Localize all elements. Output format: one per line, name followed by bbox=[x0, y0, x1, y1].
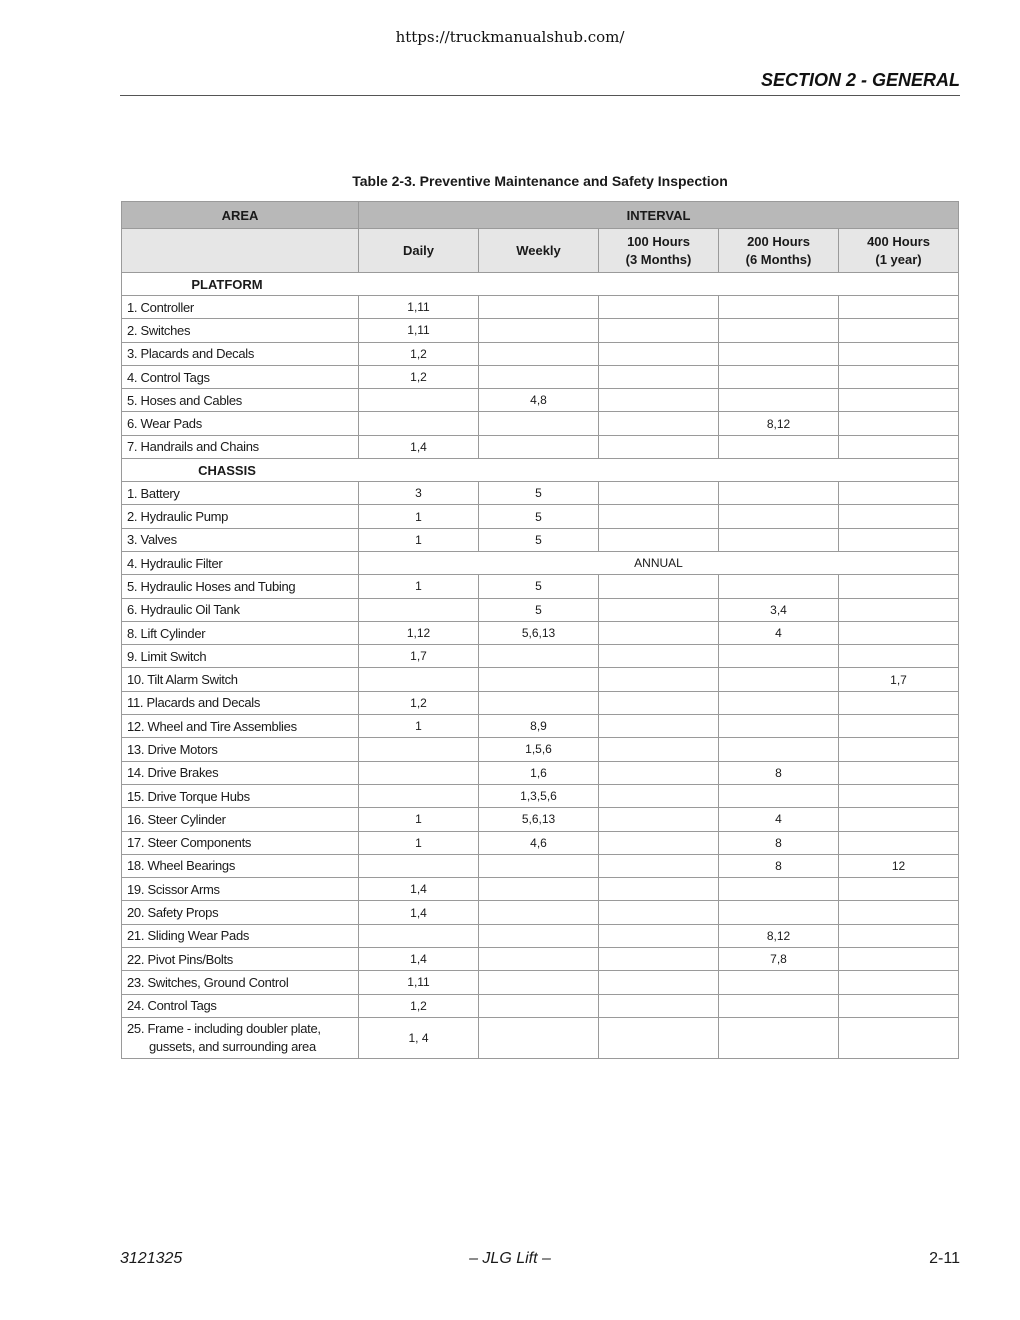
platform-section-row bbox=[122, 273, 959, 296]
h100-interval-cell bbox=[599, 435, 719, 458]
footer-brand: – JLG Lift – bbox=[469, 1250, 551, 1267]
area-cell: 23. Switches, Ground Control bbox=[122, 971, 359, 994]
weekly-interval-cell: 4,8 bbox=[479, 389, 599, 412]
h100-interval-cell bbox=[599, 784, 719, 807]
h100-interval-cell bbox=[599, 878, 719, 901]
weekly-interval-cell: 5 bbox=[479, 482, 599, 505]
daily-header: Daily bbox=[359, 229, 479, 273]
header-row-intervals bbox=[122, 229, 959, 273]
table-row bbox=[122, 971, 959, 994]
h200-interval-cell bbox=[719, 971, 839, 994]
daily-interval-cell: 1,11 bbox=[359, 319, 479, 342]
section-title: SECTION 2 - GENERAL bbox=[760, 70, 960, 90]
daily-interval-cell: 1,11 bbox=[359, 971, 479, 994]
h400-interval-cell bbox=[839, 319, 959, 342]
table-row bbox=[122, 878, 959, 901]
area-cell: 5. Hydraulic Hoses and Tubing bbox=[122, 575, 359, 598]
area-cell: 16. Steer Cylinder bbox=[122, 808, 359, 831]
table-row bbox=[122, 761, 959, 784]
area-cell: 22. Pivot Pins/Bolts bbox=[122, 948, 359, 971]
weekly-interval-cell bbox=[479, 412, 599, 435]
table-row bbox=[122, 551, 959, 574]
h200-interval-cell: 4 bbox=[719, 621, 839, 644]
area-cell: 4. Hydraulic Filter bbox=[122, 551, 359, 574]
h200-interval-cell: 8 bbox=[719, 854, 839, 877]
h200-interval-cell bbox=[719, 784, 839, 807]
h200-interval-cell bbox=[719, 342, 839, 365]
h400-interval-cell bbox=[839, 598, 959, 621]
table-row bbox=[122, 784, 959, 807]
h100-interval-cell bbox=[599, 365, 719, 388]
weekly-interval-cell bbox=[479, 296, 599, 319]
table-row bbox=[122, 901, 959, 924]
table-row bbox=[122, 528, 959, 551]
weekly-header: Weekly bbox=[479, 229, 599, 273]
table-row bbox=[122, 715, 959, 738]
table-row bbox=[122, 738, 959, 761]
chassis-section-row bbox=[122, 459, 959, 482]
document-number: 3121325 bbox=[120, 1250, 183, 1267]
daily-interval-cell: 1,2 bbox=[359, 994, 479, 1017]
area-label: 25. Frame - including doubler plate, bbox=[127, 1020, 321, 1036]
daily-interval-cell: 1 bbox=[359, 715, 479, 738]
table-row bbox=[122, 808, 959, 831]
table-row bbox=[122, 948, 959, 971]
weekly-interval-cell bbox=[479, 948, 599, 971]
area-cell: 15. Drive Torque Hubs bbox=[122, 784, 359, 807]
daily-interval-cell: 1 bbox=[359, 528, 479, 551]
maintenance-table bbox=[121, 201, 959, 1059]
h400-interval-cell bbox=[839, 948, 959, 971]
h400-interval-cell bbox=[839, 482, 959, 505]
h100-interval-cell bbox=[599, 948, 719, 971]
table-row bbox=[122, 621, 959, 644]
weekly-interval-cell bbox=[479, 645, 599, 668]
platform-section-cell bbox=[122, 273, 959, 296]
weekly-interval-cell bbox=[479, 435, 599, 458]
h100-interval-cell bbox=[599, 645, 719, 668]
weekly-interval-cell: 5 bbox=[479, 575, 599, 598]
area-cell: 2. Hydraulic Pump bbox=[122, 505, 359, 528]
6-months-label: (6 Months) bbox=[745, 251, 812, 267]
daily-interval-cell bbox=[359, 854, 479, 877]
h400-interval-cell bbox=[839, 738, 959, 761]
weekly-interval-cell bbox=[479, 971, 599, 994]
h200-interval-cell bbox=[719, 715, 839, 738]
weekly-interval-cell bbox=[479, 924, 599, 947]
area-cell: 11. Placards and Decals bbox=[122, 691, 359, 714]
interval-header: INTERVAL bbox=[359, 202, 959, 229]
table-row bbox=[122, 482, 959, 505]
h100-interval-cell bbox=[599, 319, 719, 342]
h100-interval-cell bbox=[599, 668, 719, 691]
daily-interval-cell bbox=[359, 668, 479, 691]
h200-interval-cell: 8 bbox=[719, 831, 839, 854]
area-cell: 20. Safety Props bbox=[122, 901, 359, 924]
weekly-interval-cell bbox=[479, 319, 599, 342]
h100-interval-cell bbox=[599, 296, 719, 319]
weekly-interval-cell: 5 bbox=[479, 598, 599, 621]
h200-interval-cell bbox=[719, 1017, 839, 1058]
table-row bbox=[122, 598, 959, 621]
h200-interval-cell bbox=[719, 505, 839, 528]
h200-interval-cell bbox=[719, 365, 839, 388]
weekly-interval-cell: 8,9 bbox=[479, 715, 599, 738]
h200-interval-cell bbox=[719, 482, 839, 505]
daily-interval-cell: 1 bbox=[359, 831, 479, 854]
area-cell: 19. Scissor Arms bbox=[122, 878, 359, 901]
daily-interval-cell bbox=[359, 924, 479, 947]
h400-interval-cell bbox=[839, 691, 959, 714]
daily-interval-cell: 1 bbox=[359, 808, 479, 831]
daily-interval-cell: 3 bbox=[359, 482, 479, 505]
h400-interval-cell bbox=[839, 924, 959, 947]
weekly-interval-cell bbox=[479, 668, 599, 691]
weekly-interval-cell: 5 bbox=[479, 528, 599, 551]
h200-interval-cell bbox=[719, 901, 839, 924]
daily-interval-cell: 1,12 bbox=[359, 621, 479, 644]
weekly-interval-cell bbox=[479, 854, 599, 877]
h200-interval-cell bbox=[719, 575, 839, 598]
100-hours-header bbox=[599, 229, 719, 273]
area-cell: 17. Steer Components bbox=[122, 831, 359, 854]
area-cell: 7. Handrails and Chains bbox=[122, 435, 359, 458]
area-label-continued: gussets, and surrounding area bbox=[149, 1038, 316, 1054]
table-row bbox=[122, 505, 959, 528]
daily-interval-cell: 1,4 bbox=[359, 435, 479, 458]
h400-interval-cell: 1,7 bbox=[839, 668, 959, 691]
area-cell: 5. Hoses and Cables bbox=[122, 389, 359, 412]
header-divider bbox=[120, 95, 960, 96]
h100-interval-cell bbox=[599, 598, 719, 621]
daily-interval-cell: 1,4 bbox=[359, 948, 479, 971]
h400-interval-cell bbox=[839, 1017, 959, 1058]
400-hours-label: 400 Hours bbox=[867, 233, 930, 249]
h100-interval-cell bbox=[599, 715, 719, 738]
h200-interval-cell: 8,12 bbox=[719, 924, 839, 947]
area-cell: 18. Wheel Bearings bbox=[122, 854, 359, 877]
h100-interval-cell bbox=[599, 528, 719, 551]
area-cell: 21. Sliding Wear Pads bbox=[122, 924, 359, 947]
daily-interval-cell bbox=[359, 389, 479, 412]
table-row bbox=[122, 365, 959, 388]
h100-interval-cell bbox=[599, 575, 719, 598]
area-cell: 12. Wheel and Tire Assemblies bbox=[122, 715, 359, 738]
weekly-interval-cell: 1,6 bbox=[479, 761, 599, 784]
200-hours-header bbox=[719, 229, 839, 273]
h100-interval-cell bbox=[599, 831, 719, 854]
daily-interval-cell bbox=[359, 784, 479, 807]
weekly-interval-cell bbox=[479, 365, 599, 388]
header-row-top bbox=[122, 202, 959, 229]
weekly-interval-cell bbox=[479, 691, 599, 714]
area-cell: 10. Tilt Alarm Switch bbox=[122, 668, 359, 691]
h400-interval-cell bbox=[839, 878, 959, 901]
daily-interval-cell bbox=[359, 738, 479, 761]
area-cell: 3. Placards and Decals bbox=[122, 342, 359, 365]
h400-interval-cell bbox=[839, 342, 959, 365]
table-row bbox=[122, 319, 959, 342]
area-cell: 14. Drive Brakes bbox=[122, 761, 359, 784]
h100-interval-cell bbox=[599, 1017, 719, 1058]
annual-interval-cell: ANNUAL bbox=[359, 551, 959, 574]
weekly-interval-cell: 5 bbox=[479, 505, 599, 528]
weekly-interval-cell: 5,6,13 bbox=[479, 621, 599, 644]
h400-interval-cell bbox=[839, 901, 959, 924]
daily-interval-cell: 1, 4 bbox=[359, 1017, 479, 1058]
table-row bbox=[122, 389, 959, 412]
table-row bbox=[122, 435, 959, 458]
h200-interval-cell: 3,4 bbox=[719, 598, 839, 621]
daily-interval-cell: 1,11 bbox=[359, 296, 479, 319]
table-row bbox=[122, 645, 959, 668]
h400-interval-cell bbox=[839, 621, 959, 644]
h100-interval-cell bbox=[599, 924, 719, 947]
h200-interval-cell bbox=[719, 738, 839, 761]
h200-interval-cell bbox=[719, 296, 839, 319]
table-row bbox=[122, 342, 959, 365]
h200-interval-cell bbox=[719, 528, 839, 551]
weekly-interval-cell bbox=[479, 994, 599, 1017]
area-cell: 6. Wear Pads bbox=[122, 412, 359, 435]
table-row bbox=[122, 575, 959, 598]
h200-interval-cell bbox=[719, 319, 839, 342]
weekly-interval-cell bbox=[479, 878, 599, 901]
daily-interval-cell: 1 bbox=[359, 505, 479, 528]
weekly-interval-cell: 1,3,5,6 bbox=[479, 784, 599, 807]
h200-interval-cell bbox=[719, 389, 839, 412]
h200-interval-cell: 7,8 bbox=[719, 948, 839, 971]
h100-interval-cell bbox=[599, 971, 719, 994]
daily-interval-cell: 1,2 bbox=[359, 691, 479, 714]
h400-interval-cell bbox=[839, 389, 959, 412]
h100-interval-cell bbox=[599, 761, 719, 784]
h400-interval-cell: 12 bbox=[839, 854, 959, 877]
area-cell: 24. Control Tags bbox=[122, 994, 359, 1017]
h400-interval-cell bbox=[839, 505, 959, 528]
daily-interval-cell bbox=[359, 412, 479, 435]
h100-interval-cell bbox=[599, 901, 719, 924]
h400-interval-cell bbox=[839, 715, 959, 738]
daily-interval-cell bbox=[359, 761, 479, 784]
area-cell: 8. Lift Cylinder bbox=[122, 621, 359, 644]
area-cell: 1. Controller bbox=[122, 296, 359, 319]
table-row bbox=[122, 994, 959, 1017]
h200-interval-cell bbox=[719, 994, 839, 1017]
3-months-label: (3 Months) bbox=[625, 251, 692, 267]
area-cell: 3. Valves bbox=[122, 528, 359, 551]
daily-interval-cell: 1,4 bbox=[359, 878, 479, 901]
h400-interval-cell bbox=[839, 971, 959, 994]
100-hours-label: 100 Hours bbox=[627, 233, 690, 249]
h400-interval-cell bbox=[839, 528, 959, 551]
daily-interval-cell: 1,2 bbox=[359, 365, 479, 388]
table-title: Table 2-3. Preventive Maintenance and Safety Inspection bbox=[352, 173, 728, 189]
h200-interval-cell bbox=[719, 691, 839, 714]
table-row bbox=[122, 296, 959, 319]
h400-interval-cell bbox=[839, 412, 959, 435]
daily-interval-cell: 1 bbox=[359, 575, 479, 598]
chassis-section-label: CHASSIS bbox=[198, 462, 256, 478]
200-hours-label: 200 Hours bbox=[747, 233, 810, 249]
table-row bbox=[122, 924, 959, 947]
h100-interval-cell bbox=[599, 738, 719, 761]
platform-section-label: PLATFORM bbox=[191, 276, 263, 292]
h100-interval-cell bbox=[599, 342, 719, 365]
h400-interval-cell bbox=[839, 575, 959, 598]
weekly-interval-cell bbox=[479, 1017, 599, 1058]
h400-interval-cell bbox=[839, 435, 959, 458]
area-cell bbox=[122, 1017, 359, 1058]
area-cell: 2. Switches bbox=[122, 319, 359, 342]
h100-interval-cell bbox=[599, 412, 719, 435]
h200-interval-cell: 8 bbox=[719, 761, 839, 784]
daily-interval-cell bbox=[359, 598, 479, 621]
source-url: https://truckmanualshub.com/ bbox=[395, 28, 625, 46]
chassis-section-cell bbox=[122, 459, 959, 482]
h100-interval-cell bbox=[599, 505, 719, 528]
h100-interval-cell bbox=[599, 482, 719, 505]
400-hours-header bbox=[839, 229, 959, 273]
daily-interval-cell: 1,4 bbox=[359, 901, 479, 924]
table-row bbox=[122, 1017, 959, 1058]
area-cell: 4. Control Tags bbox=[122, 365, 359, 388]
area-header: AREA bbox=[122, 202, 359, 229]
h100-interval-cell bbox=[599, 854, 719, 877]
h400-interval-cell bbox=[839, 761, 959, 784]
h200-interval-cell bbox=[719, 668, 839, 691]
h400-interval-cell bbox=[839, 831, 959, 854]
table-row bbox=[122, 668, 959, 691]
area-cell: 13. Drive Motors bbox=[122, 738, 359, 761]
h400-interval-cell bbox=[839, 994, 959, 1017]
weekly-interval-cell: 4,6 bbox=[479, 831, 599, 854]
area-cell: 9. Limit Switch bbox=[122, 645, 359, 668]
h400-interval-cell bbox=[839, 645, 959, 668]
weekly-interval-cell: 1,5,6 bbox=[479, 738, 599, 761]
h200-interval-cell bbox=[719, 878, 839, 901]
h100-interval-cell bbox=[599, 389, 719, 412]
h100-interval-cell bbox=[599, 621, 719, 644]
table-row bbox=[122, 854, 959, 877]
area-subheader-blank bbox=[122, 229, 359, 273]
h200-interval-cell bbox=[719, 645, 839, 668]
page-number: 2-11 bbox=[929, 1250, 960, 1267]
h100-interval-cell bbox=[599, 994, 719, 1017]
1-year-label: (1 year) bbox=[875, 251, 922, 267]
weekly-interval-cell: 5,6,13 bbox=[479, 808, 599, 831]
h400-interval-cell bbox=[839, 784, 959, 807]
weekly-interval-cell bbox=[479, 342, 599, 365]
h100-interval-cell bbox=[599, 691, 719, 714]
table-body bbox=[122, 273, 959, 1059]
h200-interval-cell: 8,12 bbox=[719, 412, 839, 435]
h200-interval-cell bbox=[719, 435, 839, 458]
table-row bbox=[122, 412, 959, 435]
h400-interval-cell bbox=[839, 296, 959, 319]
h400-interval-cell bbox=[839, 808, 959, 831]
area-cell: 6. Hydraulic Oil Tank bbox=[122, 598, 359, 621]
daily-interval-cell: 1,2 bbox=[359, 342, 479, 365]
area-cell: 1. Battery bbox=[122, 482, 359, 505]
table-row bbox=[122, 691, 959, 714]
h200-interval-cell: 4 bbox=[719, 808, 839, 831]
weekly-interval-cell bbox=[479, 901, 599, 924]
table-row bbox=[122, 831, 959, 854]
h400-interval-cell bbox=[839, 365, 959, 388]
daily-interval-cell: 1,7 bbox=[359, 645, 479, 668]
h100-interval-cell bbox=[599, 808, 719, 831]
